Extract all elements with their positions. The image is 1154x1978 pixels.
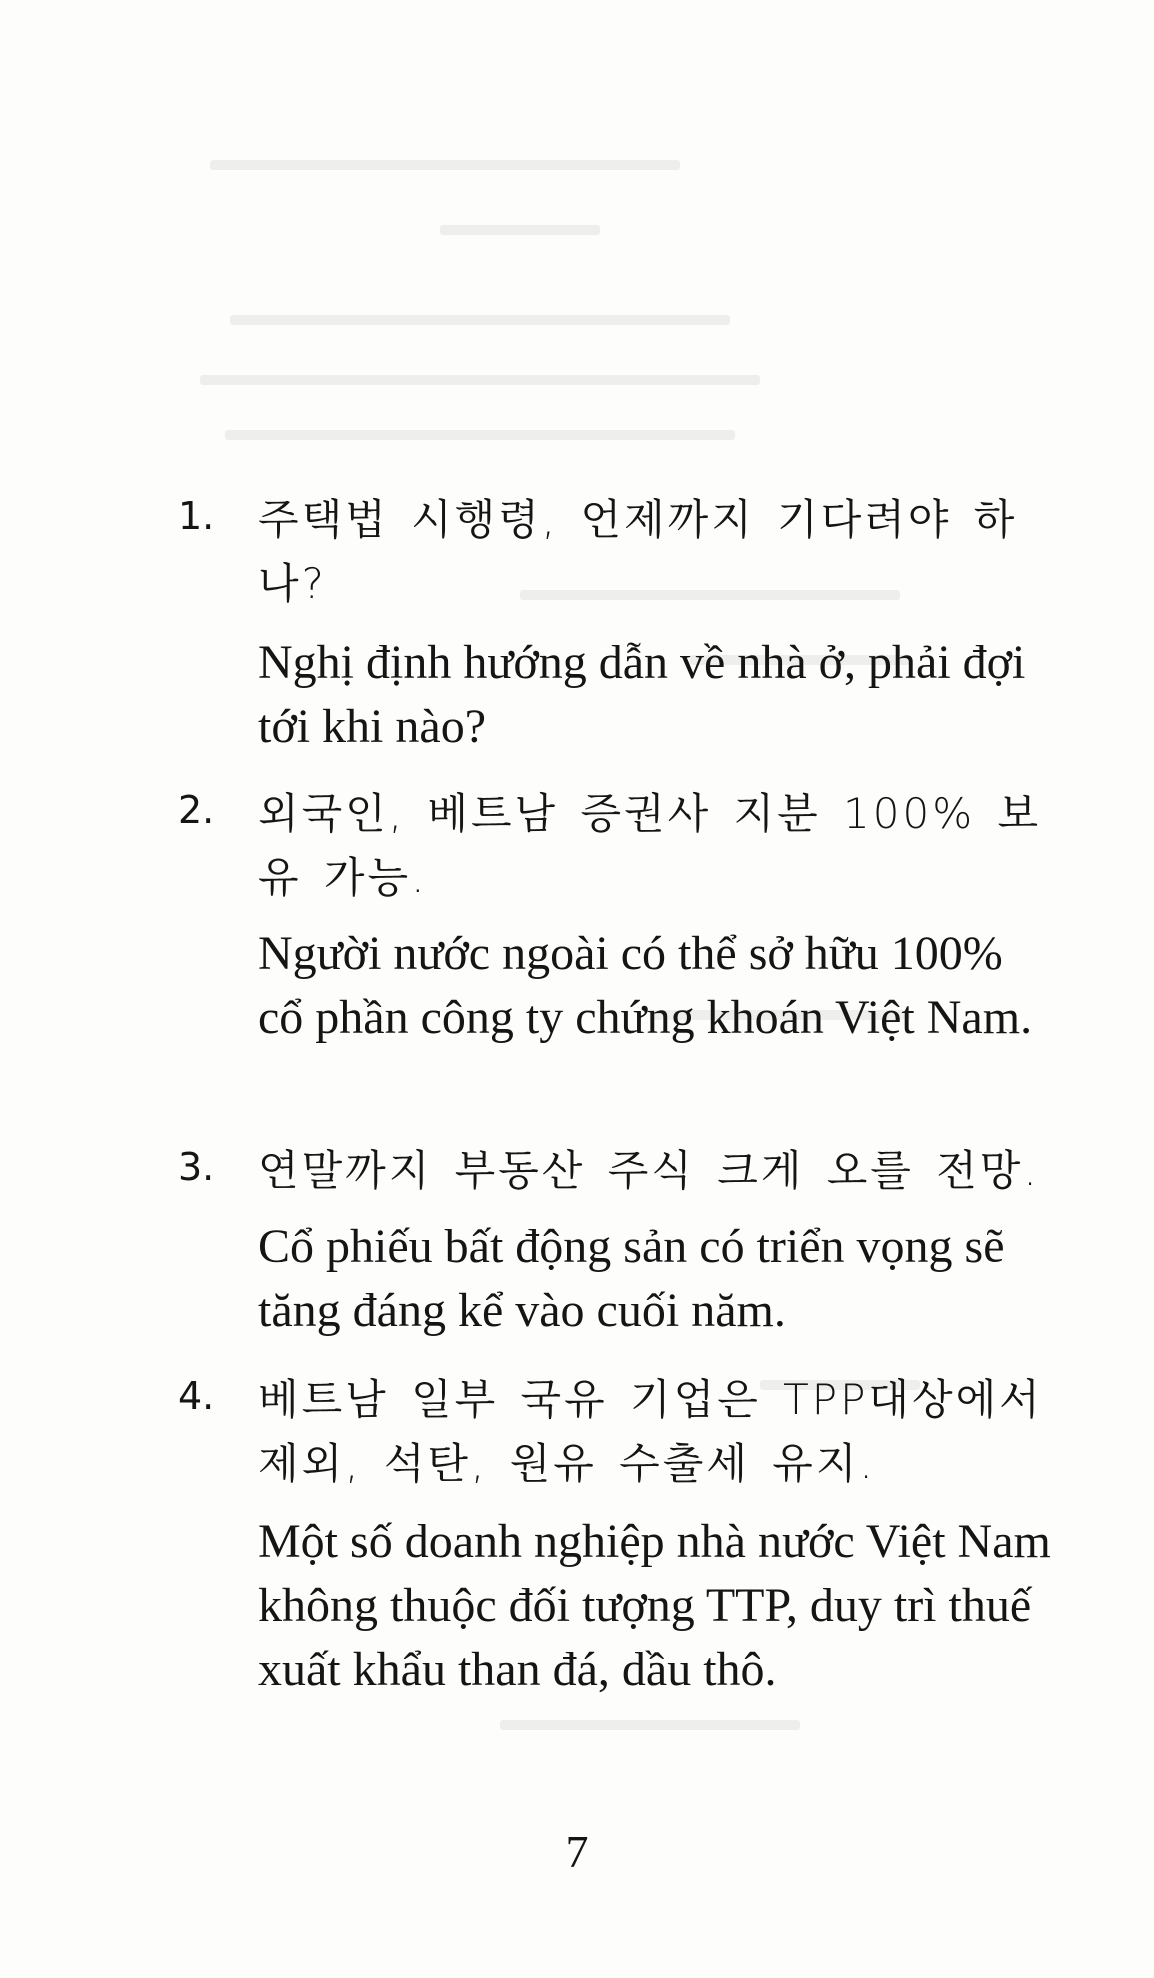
korean-headline: 베트남 일부 국유 기업은 TPP대상에서 제외, 석탄, 원유 수출세 유지. [258, 1375, 1043, 1488]
entry-number: 2. [178, 788, 215, 832]
entry-number: 1. [178, 494, 215, 538]
korean-headline: 외국인, 베트남 증권사 지분 100% 보유 가능. [258, 789, 1042, 902]
korean-headline: 주택법 시행령, 언제까지 기다려야 하나? [258, 495, 1018, 608]
vietnamese-translation: Một số doanh nghiệp nhà nước Việt Nam không thuộc đối tượng TTP, duy trì thuế xuất khẩu than đá, dầu thô. [258, 1515, 1051, 1696]
vietnamese-translation: Cổ phiếu bất động sản có triển vọng sẽ tăng đáng kể vào cuối năm. [258, 1220, 1005, 1337]
korean-headline: 연말까지 부동산 주식 크게 오를 전망. [258, 1146, 1040, 1195]
entry-number: 4. [178, 1374, 215, 1418]
vietnamese-translation: Nghị định hướng dẫn về nhà ở, phải đợi tới khi nào? [258, 636, 1026, 753]
entry-number: 3. [178, 1145, 215, 1189]
vietnamese-translation: Người nước ngoài có thể sở hữu 100% cổ phần công ty chứng khoán Việt Nam. [258, 927, 1033, 1044]
page-number: 7 [565, 1826, 589, 1877]
